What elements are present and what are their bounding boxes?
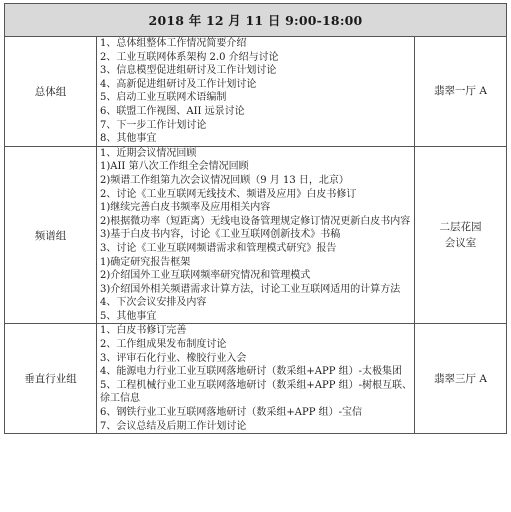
agenda-item: 2)介绍国外工业互联网频率研究情况和管理模式 (100, 270, 311, 282)
header-row (5, 4, 507, 37)
agenda-item: 8、其他事宜 (100, 133, 157, 145)
agenda-item: 2、工业互联网体系架构 2.0 介绍与讨论 (100, 51, 279, 63)
location-line: 会议室 (444, 237, 477, 250)
section-agenda-list (97, 324, 415, 434)
agenda-item: 3)介绍国外相关频谱需求计算方法，讨论工业互联网适用的计算方法 (100, 283, 401, 295)
agenda-item: 1、总体组整体工作情况简要介绍 (100, 38, 247, 49)
agenda-item: 6、钢铁行业工业互联网落地研讨（数采组+APP 组）-宝信 (100, 407, 362, 419)
section-location (415, 324, 507, 434)
agenda-item: 2)根据微功率（短距离）无线电设备管理规定修订情况更新白皮书内容 (100, 215, 411, 227)
section-location (415, 146, 507, 324)
schedule-table (4, 3, 507, 434)
agenda-item: 1)AII 第八次工作组全会情况回顾 (100, 161, 249, 173)
agenda-item: 7、下一步工作计划讨论 (100, 119, 207, 131)
agenda-item: 2、讨论《工业互联网无线技术、频谱及应用》白皮书修订 (100, 188, 357, 200)
agenda-item: 2)频谱工作组第九次会议情况回顾（9 月 13 日，北京） (100, 174, 349, 186)
agenda-item: 3、信息模型促进组研讨及工作计划讨论 (100, 65, 277, 77)
agenda-item: 1)确定研究报告框架 (100, 256, 191, 268)
section-agenda-list (97, 146, 415, 324)
agenda-item: 4、高新促进组研讨及工作计划讨论 (100, 78, 257, 90)
schedule-body (5, 37, 507, 434)
agenda-item: 6、联盟工作视图、AII 远景讨论 (100, 105, 245, 117)
agenda-item: 1、近期会议情况回顾 (100, 147, 197, 159)
agenda-item: 3、评审石化行业、橡胶行业入会 (100, 352, 247, 364)
agenda-item: 4、能源电力行业工业互联网落地研讨（数采组+APP 组）-太极集团 (100, 366, 402, 378)
section-agenda-list (97, 37, 415, 147)
schedule-date-header: 2018 年 12 月 11 日 9:00-18:00 (5, 4, 507, 37)
location-line: 二层花园 (439, 221, 482, 234)
agenda-item: 5、启动工业互联网术语编制 (100, 92, 227, 104)
section-row (5, 324, 507, 434)
section-location (415, 37, 507, 147)
agenda-item: 1)继续完善白皮书频率及应用相关内容 (100, 202, 271, 214)
agenda-item: 3)基于白皮书内容，讨论《工业互联网创新技术》书稿 (100, 229, 341, 241)
agenda-item: 4、下次会议安排及内容 (100, 297, 207, 309)
section-row (5, 146, 507, 324)
location-line: 翡翠三厅 A (434, 372, 487, 385)
agenda-item: 3、讨论《工业互联网频谱需求和管理模式研究》报告 (100, 242, 337, 254)
section-row (5, 37, 507, 147)
location-line: 翡翠一厅 A (434, 85, 487, 98)
agenda-item: 5、其他事宜 (100, 310, 157, 322)
agenda-item: 1、白皮书修订完善 (100, 325, 187, 337)
section-group-name: 总体组 (5, 37, 97, 147)
agenda-item: 2、工作组成果发布制度讨论 (100, 339, 227, 351)
section-group-name: 频谱组 (5, 146, 97, 324)
agenda-item: 5、工程机械行业工业互联网落地研讨（数采组+APP 组）-树根互联、徐工信息 (100, 379, 412, 405)
agenda-item: 7、会议总结及后期工作计划讨论 (100, 420, 247, 432)
section-group-name: 垂直行业组 (5, 324, 97, 434)
